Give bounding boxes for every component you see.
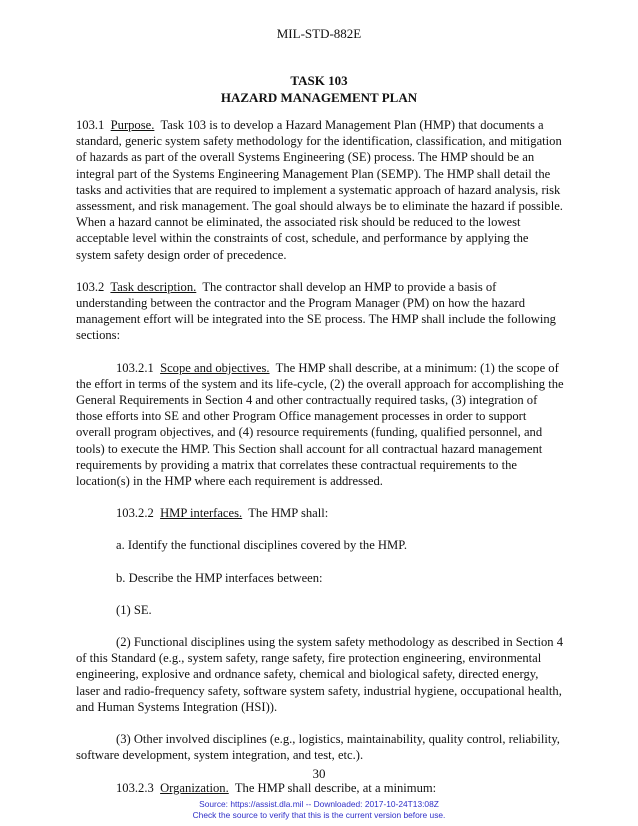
list-item-1: (1) SE. (116, 602, 152, 617)
section-103-2-2 (76, 505, 564, 521)
document-id-header: MIL-STD-882E (276, 26, 362, 41)
section-heading: HMP interfaces. (160, 506, 243, 521)
section-number: 103.2.2 (116, 506, 154, 521)
section-heading: Purpose. (110, 118, 155, 132)
section-number: 103.2.3 (116, 780, 154, 795)
section-text: The HMP shall: (248, 506, 329, 521)
section-heading: Scope and objectives. (160, 360, 270, 375)
body-text (76, 117, 564, 812)
section-103-2 (76, 279, 564, 344)
list-item-3: (3) Other involved disciplines (e.g., logistics, maintainability, quality control, reliability, software development, system integration, and test, etc.). (76, 732, 560, 763)
page-number: 30 (312, 766, 326, 781)
section-text: The HMP shall describe, at a minimum: (1) the scope of the effort in terms of the system and its life-cycle, (2) the overall approach for accomplishing the General Requirements in Section 4 and other contractually required tasks, (3) integration of those efforts into SE and other Program Office management processes in order to support overall program objectives, and (4) resource requirements (funding, qualified personnel, and tools) to execute the HMP. This Section shall account for all contractual hazard management requirements by providing a matrix that correlates these contractual requirements to the location(s) in the HMP where each requirement is addressed. (76, 360, 564, 489)
section-text: Task 103 is to develop a Hazard Management Plan (HMP) that documents a standard, generic system safety methodology for the identification, classification, and mitigation of hazards as part of the overall Systems Engineering (SE) process. The HMP should be an integral part of the Systems Engineering Management Plan (SEMP). The HMP shall detail the tasks and activities that are required to implement a systematic approach of hazard analysis, risk assessment, and risk management. The goal should always be to eliminate the hazard if possible. When a hazard cannot be eliminated, the associated risk should be reduced to the lowest acceptable level within the constraints of cost, schedule, and performance by applying the system safety design order of precedence. (76, 118, 563, 262)
task-title-block (0, 72, 638, 106)
section-text: The HMP shall describe, at a minimum: (234, 780, 437, 795)
list-item-a: a. Identify the functional disciplines covered by the HMP. (116, 538, 407, 553)
source-line: Source: https://assist.dla.mil -- Downloaded: 2017-10-24T13:08Z (199, 799, 439, 809)
verify-line: Check the source to verify that this is the current version before use. (192, 809, 446, 820)
source-footer (0, 799, 638, 820)
section-heading: Task description. (110, 279, 197, 294)
section-heading: Organization. (160, 780, 229, 795)
section-number: 103.2 (76, 279, 105, 294)
section-number: 103.1 (76, 118, 105, 132)
section-number: 103.2.1 (116, 360, 154, 375)
list-item-b: b. Describe the HMP interfaces between: (116, 570, 323, 585)
list-item-2: (2) Functional disciplines using the system safety methodology as described in Section 4 of this Standard (e.g., system safety, range safety, fire protection engineering, environmental engineering, explosive and ordnance safety, chemical and biological safety, directed energy, laser and radio-frequency safety, software system safety, industrial hygiene, occupational health, and Human Systems Integration (HSI)). (76, 635, 564, 714)
section-103-1 (76, 117, 564, 263)
task-number: TASK 103 (290, 73, 348, 88)
task-title: HAZARD MANAGEMENT PLAN (220, 90, 418, 105)
section-text: The contractor shall develop an HMP to provide a basis of understanding between the contractor and the Program Manager (PM) on how the hazard management effort will be integrated into the SE process. The HMP shall include the following sections: (76, 279, 556, 343)
section-103-2-1 (76, 360, 564, 490)
